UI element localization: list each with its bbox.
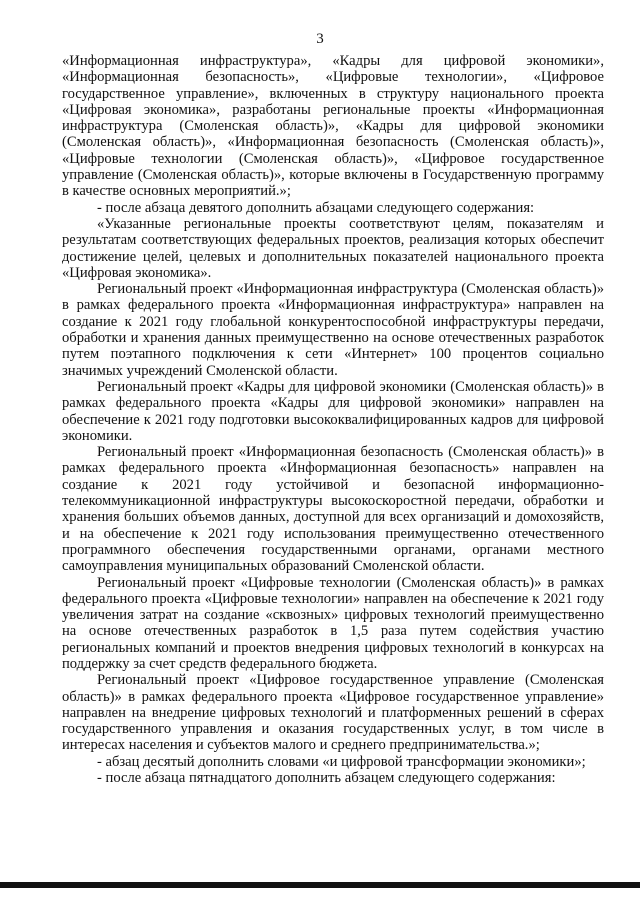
paragraph-1: «Информационная инфраструктура», «Кадры для цифровой экономики», «Информационная безопасность», «Цифровые технологии», «Цифровое государственное управление», включенных в структуру национального проекта «Цифровая экономика», разработаны региональные проекты «Информационная инфраструктура (Смоленская область)», «Кадры для цифровой экономики (Смоленская область)», «Информационная безопасность (Смоленская область)», «Цифровые технологии (Смоленская область)», «Цифровое государственное управление (Смоленская область)», которые включены в Государственную программу в качестве основных мероприятий.»;	[62, 53, 604, 200]
paragraph-3: «Указанные региональные проекты соответствуют целям, показателям и результатам соответствующих федеральных проектов, реализация которых обеспечит достижение целей, целевых и дополнительных показателей национального проекта «Цифровая экономика».	[62, 215, 604, 281]
paragraph-5: Региональный проект «Кадры для цифровой экономики (Смоленская область)» в рамках федерального проекта «Кадры для цифровой экономики» направлен на обеспечение к 2021 году подготовки высококвалифицированных кадров для цифровой экономики.	[62, 378, 604, 444]
paragraph-4: Региональный проект «Информационная инфраструктура (Смоленская область)» в рамках федерального проекта «Информационная инфраструктура» направлен на создание к 2021 году глобальной конкурентоспособной инфраструктуры передачи, обработки и хранения данных преимущественно на основе отечественных разработок путем поэтапного подключения к сети «Интернет» 100 процентов социально значимых учреждений Смоленской области.	[62, 281, 604, 379]
document-body	[62, 53, 604, 786]
bottom-scan-edge	[0, 882, 640, 888]
paragraph-6: Региональный проект «Информационная безопасность (Смоленская область)» в рамках федерального проекта «Информационная безопасность» направлен на создание к 2021 году устойчивой и безопасной информационно-телекоммуникационной инфраструктуры высокоскоростной передачи, обработки и хранения больших объемов данных, доступной для всех организаций и домохозяйств, и на обеспечение к 2021 году использования преимущественно отечественного программного обеспечения государственными органами, органами местного самоуправления муниципальных образований Смоленской области.	[62, 444, 604, 575]
paragraph-9: - абзац десятый дополнить словами «и цифровой трансформации экономики»;	[97, 753, 586, 770]
paragraph-7: Региональный проект «Цифровые технологии (Смоленская область)» в рамках федерального проекта «Цифровые технологии» направлен на обеспечение к 2021 году увеличения затрат на создание «сквозных» цифровых технологий преимущественно на основе отечественных разработок в 1,5 раза путем содействия участию региональных компаний и проектов внедрения цифровых технологий в конкурсах на поддержку за счет средств федерального бюджета.	[62, 574, 604, 672]
paragraph-8: Региональный проект «Цифровое государственное управление (Смоленская область)» в рамках федерального проекта «Цифровое государственное управление» направлен на внедрение цифровых технологий и платформенных решений в сферах государственного управления и оказания государственных услуг, в том числе в интересах населения и субъектов малого и среднего предпринимательства.»;	[62, 672, 604, 754]
paragraph-2: - после абзаца девятого дополнить абзацами следующего содержания:	[97, 199, 535, 216]
page-number: 3	[316, 31, 324, 47]
paragraph-10: - после абзаца пятнадцатого дополнить абзацем следующего содержания:	[97, 770, 556, 787]
